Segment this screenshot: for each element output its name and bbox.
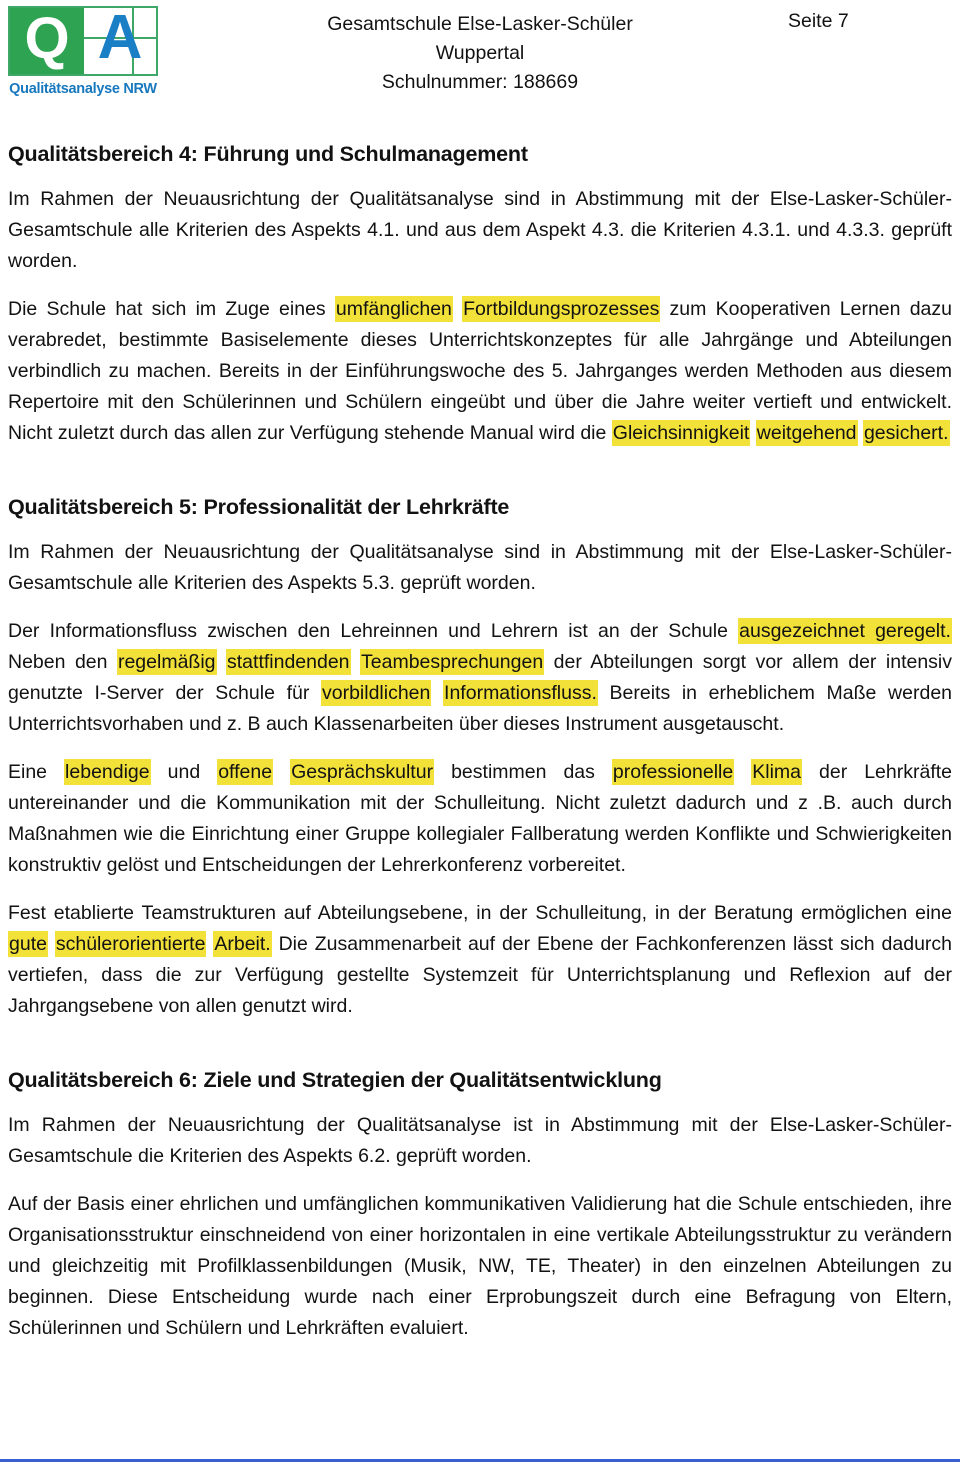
text-segment: zum Kooperativen Lernen dazu verabredet, bestimmte Basiselemente dieses Unterrichtskonzeptes für alle Jahrgänge und Abteilungen verbindlich zu machen. Bereits in der Einführungswoche des 5. Jahrganges werden Methoden aus diesem Repertoire mit den Schülerinnen und Schülern eingeübt und über die Jahre weiter vertieft und entwickelt. Nicht zuletzt durch das allen zur Verfügung stehende Manual wird die bbox=[8, 298, 952, 444]
qa-logo-a-letter: A bbox=[97, 3, 143, 72]
highlighted-text: lebendige bbox=[65, 761, 150, 783]
highlighted-text: professionelle bbox=[612, 761, 734, 783]
school-name: Gesamtschule Else-Lasker-Schüler bbox=[327, 13, 633, 35]
highlighted-text: Arbeit. bbox=[214, 933, 271, 955]
section-heading: Qualitätsbereich 6: Ziele und Strategien der Qualitätsentwicklung bbox=[8, 1068, 662, 1092]
text-segment: der Abteilungen sorgt vor allem der intensiv genutzte I-Server der Schule für bbox=[8, 651, 953, 704]
paragraph bbox=[8, 537, 952, 599]
school-number: Schulnummer: 188669 bbox=[381, 71, 579, 93]
paragraph bbox=[8, 1189, 952, 1344]
document-body bbox=[0, 142, 960, 1344]
text-segment: Eine bbox=[8, 761, 65, 783]
section-qualitaetsbereich-5 bbox=[8, 495, 952, 1022]
text-segment: Neben den bbox=[8, 651, 117, 673]
section-heading: Qualitätsbereich 4: Führung und Schulmanagement bbox=[8, 142, 528, 166]
text-segment bbox=[431, 682, 443, 704]
highlighted-text: umfänglichen bbox=[335, 298, 452, 320]
text-segment: und bbox=[150, 761, 218, 783]
paragraph bbox=[8, 616, 952, 740]
highlighted-text: vorbildlichen bbox=[321, 682, 431, 704]
section-heading: Qualitätsbereich 5: Professionalität der Lehrkräfte bbox=[8, 495, 510, 519]
text-segment bbox=[273, 761, 290, 783]
page-header bbox=[0, 0, 960, 118]
text-segment bbox=[734, 761, 751, 783]
highlighted-text: Fortbildungsprozesses bbox=[463, 298, 660, 320]
paragraph bbox=[8, 898, 952, 1022]
text-segment: der Lehrkräfte untereinander und die Kommunikation mit der Schulleitung. Nicht zuletzt dadurch und z .B. auch durch Maßnahmen wie die Einrichtung einer Gruppe kollegialer Fallberatung werden Konflikte und Schwierigkeiten konstruktiv gelöst und Entscheidungen der Lehrerkonferenz vorbereitet. bbox=[8, 761, 953, 876]
highlighted-text: Teambesprechungen bbox=[361, 651, 544, 673]
text-segment: Auf der Basis einer ehrlichen und umfänglichen kommunikativen Validierung hat die Schule entschieden, ihre Organisationsstruktur einschneidend von einer horizontalen in eine vertikale Abteilungsstruktur zu verändern und gleichzeitig mit Profilklassenbildungen (Musik, NW, TE, Theater) in den einzelnen Abteilungen zu beginnen. Diese Entscheidung wurde nach einer Erprobungszeit durch eine Befragung von Eltern, Schülerinnen und Schülern und Lehrkräften evaluiert. bbox=[8, 1193, 952, 1339]
text-segment: Die Zusammenarbeit auf der Ebene der Fachkonferenzen lässt sich dadurch vertiefen, dass die zur Verfügung gestellte Systemzeit für Unterrichtsplanung und Reflexion auf der Jahrgangsebene von allen genutzt wird. bbox=[8, 933, 953, 1017]
highlighted-text: ausgezeichnet geregelt. bbox=[739, 620, 951, 642]
highlighted-text: regelmäßig bbox=[117, 651, 216, 673]
paragraph bbox=[8, 1110, 952, 1172]
text-segment: Im Rahmen der Neuausrichtung der Qualitätsanalyse sind in Abstimmung mit der Else-Lasker-Schüler-Gesamtschule alle Kriterien des Aspekts 4.1. und aus dem Aspekt 4.3. die Kriterien 4.3.1. und 4.3.3. geprüft worden. bbox=[8, 188, 952, 272]
section-qualitaetsbereich-4 bbox=[8, 142, 952, 449]
highlighted-text: schülerorientierte bbox=[55, 933, 206, 955]
text-segment: Bereits in erheblichem Maße werden Unterrichtsvorhaben und z. B auch Klassenarbeiten über dieses Instrument ausgetauscht. bbox=[8, 682, 953, 735]
text-segment: Die Schule hat sich im Zuge eines bbox=[8, 298, 335, 320]
highlighted-text: Klima bbox=[752, 761, 802, 783]
highlighted-text: gesichert. bbox=[863, 422, 949, 444]
highlighted-text: Informationsfluss. bbox=[444, 682, 597, 704]
text-segment: Fest etablierte Teamstrukturen auf Abteilungsebene, in der Schulleitung, in der Beratung ermöglichen eine bbox=[8, 902, 952, 924]
text-segment: Im Rahmen der Neuausrichtung der Qualitätsanalyse ist in Abstimmung mit der Else-Lasker-Schüler-Gesamtschule die Kriterien des Aspekts 6.2. geprüft worden. bbox=[8, 1114, 952, 1167]
text-segment bbox=[217, 651, 227, 673]
highlighted-text: offene bbox=[218, 761, 273, 783]
paragraph bbox=[8, 294, 952, 449]
text-segment bbox=[453, 298, 462, 320]
text-segment bbox=[750, 422, 755, 444]
text-segment: Im Rahmen der Neuausrichtung der Qualitätsanalyse sind in Abstimmung mit der Else-Lasker-Schüler-Gesamtschule alle Kriterien des Aspekts 5.3. geprüft worden. bbox=[8, 541, 952, 594]
text-segment: Der Informationsfluss zwischen den Lehreinnen und Lehrern ist an der Schule bbox=[8, 620, 739, 642]
qa-logo-q-letter: Q bbox=[24, 6, 70, 71]
highlighted-text: gute bbox=[9, 933, 47, 955]
paragraph bbox=[8, 757, 952, 881]
qa-logo-caption: Qualitätsanalyse NRW bbox=[9, 81, 157, 97]
highlighted-text: weitgehend bbox=[756, 422, 857, 444]
section-qualitaetsbereich-6 bbox=[8, 1068, 952, 1344]
paragraph bbox=[8, 184, 952, 277]
text-segment bbox=[48, 933, 55, 955]
text-segment bbox=[351, 651, 361, 673]
highlighted-text: Gesprächskultur bbox=[291, 761, 434, 783]
school-city: Wuppertal bbox=[435, 42, 525, 64]
highlighted-text: Gleichsinnigkeit bbox=[612, 422, 750, 444]
highlighted-text: stattfindenden bbox=[227, 651, 350, 673]
page-number: Seite 7 bbox=[788, 10, 849, 32]
text-segment: bestimmen das bbox=[434, 761, 612, 783]
